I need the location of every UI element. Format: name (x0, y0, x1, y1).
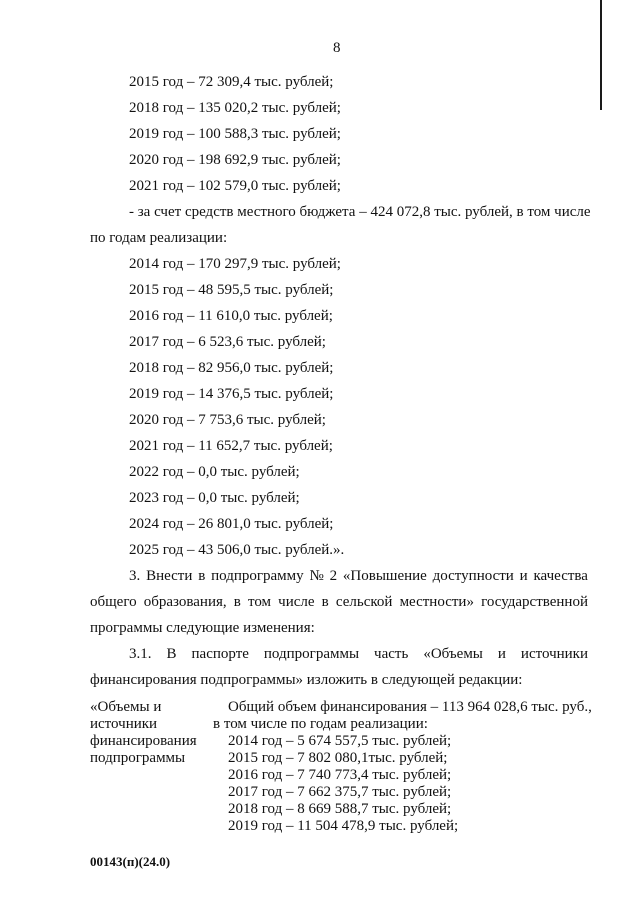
year-row: 2016 год – 7 740 773,4 тыс. рублей; (228, 767, 452, 783)
word: в (233, 594, 241, 610)
word: числе (278, 594, 315, 610)
item3-line2 (90, 593, 588, 611)
word: источники (520, 646, 588, 662)
list-item: 2025 год – 43 506,0 тыс. рублей.». (129, 542, 345, 558)
local-budget-line1: - за счет средств местного бюджета – 424 072,8 тыс. рублей, в том числе (129, 204, 591, 220)
list-item: 2020 год – 7 753,6 тыс. рублей; (129, 412, 326, 428)
list-item: 2015 год – 48 595,5 тыс. рублей; (129, 282, 334, 298)
word: № (309, 568, 324, 584)
list-item: 2021 год – 102 579,0 тыс. рублей; (129, 178, 341, 194)
word: местности» (399, 594, 474, 610)
word: качества (533, 568, 588, 584)
word: в (321, 594, 329, 610)
list-item: 2020 год – 198 692,9 тыс. рублей; (129, 152, 341, 168)
word: образования, (143, 594, 227, 610)
word: доступности (432, 568, 514, 584)
year-row: 2018 год – 8 669 588,7 тыс. рублей; (228, 801, 452, 817)
year-row: 2019 год – 11 504 478,9 тыс. рублей; (228, 818, 459, 834)
list-item: 2015 год – 72 309,4 тыс. рублей; (129, 74, 334, 90)
word: сельской (335, 594, 393, 610)
year-row: 2014 год – 5 674 557,5 тыс. рублей; (228, 733, 452, 749)
word: государственной (481, 594, 588, 610)
list-item: 2018 год – 135 020,2 тыс. рублей; (129, 100, 341, 116)
word: часть (374, 646, 409, 662)
page-number: 8 (333, 40, 341, 56)
table-label-line: «Объемы и (90, 699, 162, 715)
list-item: 2024 год – 26 801,0 тыс. рублей; (129, 516, 334, 532)
list-item: 2019 год – 14 376,5 тыс. рублей; (129, 386, 334, 402)
word: и (497, 646, 506, 662)
word: Внести (146, 568, 193, 584)
year-row: 2017 год – 7 662 375,7 тыс. рублей; (228, 784, 452, 800)
word: паспорте (191, 646, 249, 662)
margin-edge-line (600, 0, 602, 110)
item31-line1 (129, 645, 588, 663)
total-funding-line: Общий объем финансирования – 113 964 028,6 тыс. руб., (228, 699, 592, 715)
word: «Повышение (342, 568, 427, 584)
table-label-line: финансирования (90, 733, 197, 749)
item31-line2: финансирования подпрограммы» изложить в следующей редакции: (90, 672, 523, 688)
word: 3.1. (129, 646, 152, 662)
table-label-line: подпрограммы (90, 750, 186, 766)
list-item: 2019 год – 100 588,3 тыс. рублей; (129, 126, 341, 142)
word: 3. (129, 568, 141, 584)
table-label-line: источники (90, 716, 158, 732)
word: подпрограммы (263, 646, 360, 662)
word: «Объемы (423, 646, 483, 662)
list-item: 2021 год – 11 652,7 тыс. рублей; (129, 438, 333, 454)
list-item: 2014 год – 170 297,9 тыс. рублей; (129, 256, 341, 272)
document-code: 00143(п)(24.0) (90, 854, 171, 869)
word: том (247, 594, 272, 610)
word: общего (90, 594, 137, 610)
list-item: 2017 год – 6 523,6 тыс. рублей; (129, 334, 326, 350)
list-item: 2018 год – 82 956,0 тыс. рублей; (129, 360, 334, 376)
item3-line1 (129, 567, 588, 585)
word: и (519, 568, 528, 584)
word: В (166, 646, 177, 662)
list-item: 2022 год – 0,0 тыс. рублей; (129, 464, 300, 480)
year-row: 2015 год – 7 802 080,1тыс. рублей; (228, 750, 448, 766)
list-item: 2016 год – 11 610,0 тыс. рублей; (129, 308, 333, 324)
word: в (198, 568, 206, 584)
list-item: 2023 год – 0,0 тыс. рублей; (129, 490, 300, 506)
item3-line3: программы следующие изменения: (90, 620, 315, 636)
local-budget-line2: по годам реализации: (90, 230, 228, 246)
by-years-line: в том числе по годам реализации: (213, 716, 428, 732)
word: подпрограмму (211, 568, 304, 584)
word: 2 (329, 568, 338, 584)
